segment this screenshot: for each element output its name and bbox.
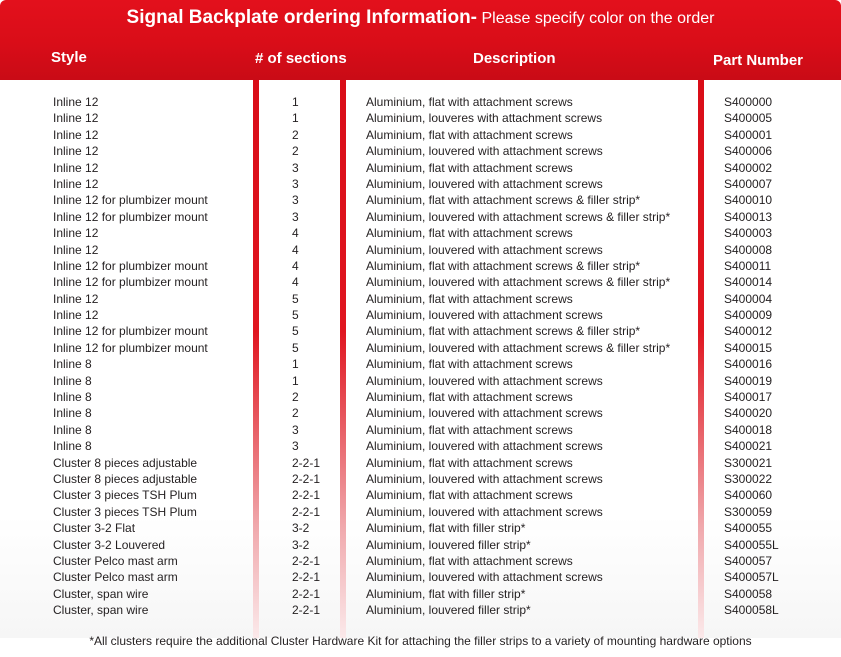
cell-part-number: S400000	[724, 95, 773, 109]
cell-sections: 2	[292, 406, 299, 421]
cell-description: Aluminium, flat with attachment screws & filler strip*	[366, 258, 641, 273]
table-row	[0, 291, 841, 307]
cell-sections: 2-2-1	[292, 471, 321, 486]
cell-part-number: S400004	[724, 291, 773, 306]
table-row	[0, 422, 841, 438]
cell-style: Inline 12	[53, 111, 99, 126]
cell-sections: 1	[292, 111, 299, 126]
cell-description: Aluminium, flat with attachment screws	[366, 455, 573, 470]
cell-style: Cluster Pelco mast arm	[53, 553, 178, 568]
column-header-sections: # of sections	[255, 50, 347, 67]
cell-style: Cluster 3-2 Louvered	[53, 537, 166, 552]
table-row	[0, 176, 841, 192]
column-header-description: Description	[473, 50, 556, 67]
cell-part-number: S400015	[724, 340, 773, 355]
cell-sections: 3	[292, 422, 299, 437]
cell-sections: 1	[292, 373, 299, 388]
cell-sections: 4	[292, 275, 299, 290]
cell-part-number: S400005	[724, 111, 773, 126]
cell-style: Cluster, span wire	[53, 603, 149, 618]
table-row	[0, 586, 841, 602]
cell-style: Cluster Pelco mast arm	[53, 570, 178, 585]
cell-description: Aluminium, flat with attachment screws	[366, 488, 573, 503]
cell-sections: 2-2-1	[292, 455, 321, 470]
table-row	[0, 143, 841, 159]
cell-sections: 3-2	[292, 521, 310, 536]
table-row	[0, 405, 841, 421]
table-row	[0, 487, 841, 503]
cell-sections: 2-2-1	[292, 603, 321, 618]
table-row	[0, 553, 841, 569]
cell-part-number: S400010	[724, 193, 773, 208]
cell-description: Aluminium, flat with attachment screws	[366, 127, 573, 142]
cell-description: Aluminium, flat with attachment screws	[366, 390, 573, 405]
cell-style: Inline 12 for plumbizer mount	[53, 275, 208, 290]
cell-style: Inline 12	[53, 291, 99, 306]
cell-sections: 2-2-1	[292, 586, 321, 601]
table-row	[0, 110, 841, 126]
table-row	[0, 323, 841, 339]
cell-part-number: S400003	[724, 226, 773, 241]
cell-description: Aluminium, louvered with attachment screws & filler strip*	[366, 209, 671, 224]
footnote: *All clusters require the additional Cluster Hardware Kit for attaching the filler strips to a variety of mounting hardware options	[89, 634, 752, 648]
cell-sections: 5	[292, 308, 299, 323]
cell-description: Aluminium, flat with attachment screws	[366, 422, 573, 437]
cell-sections: 2-2-1	[292, 553, 321, 568]
table-row	[0, 258, 841, 274]
table-row	[0, 307, 841, 323]
cell-description: Aluminium, louvered filler strip*	[366, 603, 531, 618]
table-row	[0, 537, 841, 553]
cell-style: Inline 12	[53, 95, 99, 109]
cell-part-number: S400019	[724, 373, 773, 388]
cell-style: Inline 12 for plumbizer mount	[53, 324, 208, 339]
cell-part-number: S300022	[724, 471, 773, 486]
cell-description: Aluminium, flat with attachment screws	[366, 160, 573, 175]
cell-description: Aluminium, louvered with attachment screws	[366, 144, 603, 159]
table-row	[0, 373, 841, 389]
cell-part-number: S400012	[724, 324, 773, 339]
table-row	[0, 340, 841, 356]
cell-description: Aluminium, louvered with attachment screws	[366, 176, 603, 191]
table-row	[0, 455, 841, 471]
cell-sections: 4	[292, 258, 299, 273]
cell-part-number: S400057	[724, 553, 773, 568]
cell-description: Aluminium, louvered with attachment screws	[366, 504, 603, 519]
table-row	[0, 274, 841, 290]
table-row	[0, 520, 841, 536]
cell-style: Inline 8	[53, 422, 92, 437]
cell-style: Inline 12	[53, 308, 99, 323]
cell-style: Inline 8	[53, 390, 92, 405]
cell-part-number: S400006	[724, 144, 773, 159]
cell-sections: 3-2	[292, 537, 310, 552]
table-row	[0, 127, 841, 143]
cell-description: Aluminium, flat with attachment screws	[366, 95, 573, 109]
cell-sections: 5	[292, 340, 299, 355]
cell-description: Aluminium, louvered with attachment screws	[366, 373, 603, 388]
table-row	[0, 192, 841, 208]
cell-description: Aluminium, louvered with attachment screws	[366, 242, 603, 257]
cell-style: Inline 12 for plumbizer mount	[53, 209, 208, 224]
table-header	[0, 0, 841, 80]
table-row	[0, 209, 841, 225]
cell-description: Aluminium, flat with attachment screws & filler strip*	[366, 193, 641, 208]
cell-sections: 4	[292, 226, 299, 241]
cell-part-number: S400016	[724, 357, 773, 372]
table-row	[0, 389, 841, 405]
cell-part-number: S300059	[724, 504, 773, 519]
column-header-part-number: Part Number	[713, 52, 804, 69]
cell-style: Cluster 3-2 Flat	[53, 521, 136, 536]
cell-part-number: S300021	[724, 455, 773, 470]
cell-part-number: S400057L	[724, 570, 779, 585]
cell-sections: 4	[292, 242, 299, 257]
cell-description: Aluminium, flat with attachment screws	[366, 357, 573, 372]
table-row	[0, 438, 841, 454]
cell-sections: 2	[292, 390, 299, 405]
title-sub: Please specify color on the order	[481, 10, 715, 27]
cell-style: Inline 12	[53, 144, 99, 159]
cell-description: Aluminium, flat with attachment screws	[366, 226, 573, 241]
cell-style: Inline 12 for plumbizer mount	[53, 258, 208, 273]
page-title	[0, 7, 841, 29]
cell-part-number: S400002	[724, 160, 773, 175]
cell-description: Aluminium, louveres with attachment screws	[366, 111, 603, 126]
table-row	[0, 225, 841, 241]
cell-description: Aluminium, louvered filler strip*	[366, 537, 531, 552]
cell-description: Aluminium, flat with attachment screws	[366, 553, 573, 568]
cell-style: Inline 8	[53, 357, 92, 372]
cell-style: Inline 12	[53, 127, 99, 142]
cell-description: Aluminium, louvered with attachment screws & filler strip*	[366, 340, 671, 355]
cell-part-number: S400055L	[724, 537, 779, 552]
cell-part-number: S400018	[724, 422, 773, 437]
cell-part-number: S400021	[724, 439, 773, 454]
cell-part-number: S400011	[724, 258, 772, 273]
table-row	[0, 504, 841, 520]
cell-sections: 3	[292, 439, 299, 454]
cell-sections: 2-2-1	[292, 570, 321, 585]
cell-style: Inline 8	[53, 406, 92, 421]
table-row	[0, 94, 841, 110]
cell-part-number: S400008	[724, 242, 773, 257]
title-main: Signal Backplate ordering Information-	[126, 7, 478, 28]
cell-sections: 3	[292, 176, 299, 191]
table-row	[0, 242, 841, 258]
cell-description: Aluminium, flat with attachment screws	[366, 291, 573, 306]
cell-sections: 2	[292, 144, 299, 159]
cell-sections: 1	[292, 357, 299, 372]
cell-part-number: S400060	[724, 488, 773, 503]
cell-description: Aluminium, flat with filler strip*	[366, 586, 526, 601]
cell-style: Cluster 8 pieces adjustable	[53, 471, 198, 486]
table-row	[0, 602, 841, 618]
cell-description: Aluminium, louvered with attachment screws & filler strip*	[366, 275, 671, 290]
cell-description: Aluminium, flat with attachment screws & filler strip*	[366, 324, 641, 339]
cell-sections: 1	[292, 95, 299, 109]
cell-description: Aluminium, flat with filler strip*	[366, 521, 526, 536]
cell-description: Aluminium, louvered with attachment screws	[366, 308, 603, 323]
cell-part-number: S400020	[724, 406, 773, 421]
cell-style: Cluster 3 pieces TSH Plum	[53, 504, 197, 519]
table-row	[0, 569, 841, 585]
cell-style: Cluster, span wire	[53, 586, 149, 601]
cell-sections: 3	[292, 193, 299, 208]
cell-style: Inline 12	[53, 226, 99, 241]
cell-part-number: S400007	[724, 176, 773, 191]
table-row	[0, 356, 841, 372]
cell-description: Aluminium, louvered with attachment screws	[366, 471, 603, 486]
cell-sections: 5	[292, 324, 299, 339]
cell-style: Inline 12 for plumbizer mount	[53, 340, 208, 355]
cell-sections: 5	[292, 291, 299, 306]
cell-part-number: S400013	[724, 209, 773, 224]
cell-part-number: S400058L	[724, 603, 779, 618]
cell-description: Aluminium, louvered with attachment screws	[366, 570, 603, 585]
cell-style: Inline 8	[53, 373, 92, 388]
cell-style: Cluster 8 pieces adjustable	[53, 455, 198, 470]
table-row	[0, 471, 841, 487]
cell-part-number: S400014	[724, 275, 773, 290]
cell-sections: 2	[292, 127, 299, 142]
cell-style: Inline 12 for plumbizer mount	[53, 193, 208, 208]
cell-description: Aluminium, louvered with attachment screws	[366, 406, 603, 421]
column-header-style: Style	[51, 49, 87, 66]
table-row	[0, 160, 841, 176]
cell-part-number: S400001	[724, 127, 773, 142]
cell-description: Aluminium, louvered with attachment screws	[366, 439, 603, 454]
cell-sections: 2-2-1	[292, 488, 321, 503]
cell-part-number: S400017	[724, 390, 773, 405]
cell-style: Inline 12	[53, 160, 99, 175]
cell-style: Inline 12	[53, 176, 99, 191]
table-rows	[0, 94, 841, 619]
cell-part-number: S400058	[724, 586, 773, 601]
cell-style: Inline 8	[53, 439, 92, 454]
cell-part-number: S400055	[724, 521, 773, 536]
cell-sections: 3	[292, 160, 299, 175]
cell-style: Cluster 3 pieces TSH Plum	[53, 488, 197, 503]
cell-style: Inline 12	[53, 242, 99, 257]
cell-part-number: S400009	[724, 308, 773, 323]
cell-sections: 3	[292, 209, 299, 224]
cell-sections: 2-2-1	[292, 504, 321, 519]
